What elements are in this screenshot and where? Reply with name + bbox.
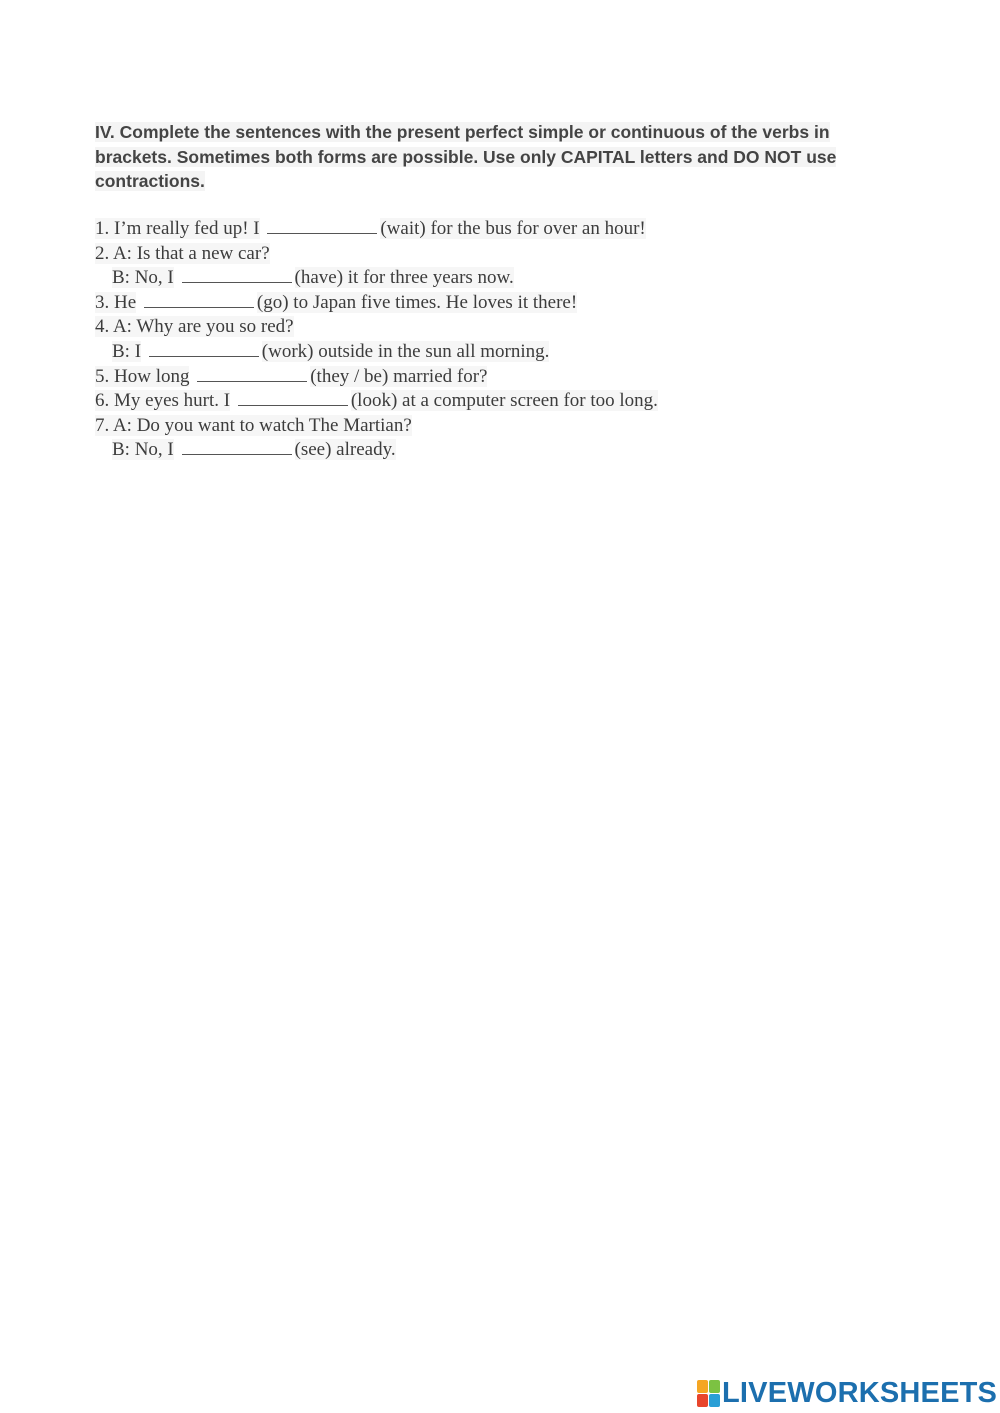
item-text-before: 3. He [95,291,137,313]
logo-mark-tile [709,1380,720,1393]
exercise-item-4a [95,315,895,340]
item-text-before: B: I [112,340,142,362]
answer-blank-3[interactable] [144,291,254,308]
answer-blank-2[interactable] [182,266,292,283]
answer-blank-4[interactable] [149,340,259,357]
item-text: 4. A: Why are you so red? [95,316,294,338]
item-text-after: (work) outside in the sun all morning. [261,340,550,362]
answer-blank-5[interactable] [197,365,307,382]
item-text-after: (look) at a computer screen for too long. [350,390,658,412]
item-text-after: (have) it for three years now. [294,267,514,289]
exercise-item-3 [95,291,895,316]
item-text-after: (go) to Japan five times. He loves it there! [256,291,578,313]
exercise-item-6 [95,389,895,414]
item-text-after: (wait) for the bus for over an hour! [380,218,646,239]
item-text-before: B: No, I [112,439,174,461]
item-text-before: 6. My eyes hurt. I [95,390,231,412]
answer-blank-7[interactable] [182,438,292,455]
exercise-item-7a [95,414,895,439]
instructions-line-1: IV. Complete the sentences with the present perfect simple or continuous of the verbs in [95,122,830,142]
item-text: 2. A: Is that a new car? [95,242,270,264]
exercise-instructions [95,120,875,194]
logo-mark-icon [697,1380,719,1406]
item-text: 7. A: Do you want to watch The Martian? [95,414,412,436]
item-text-after: (see) already. [294,439,396,461]
exercise-item-1 [95,217,895,242]
answer-blank-6[interactable] [238,389,348,406]
liveworksheets-logo [697,1377,997,1409]
answer-blank-1[interactable] [267,217,377,234]
exercise-item-7b [95,438,895,463]
instructions-line-3: contractions. [95,171,205,191]
item-text-before: 1. I’m really fed up! I [95,218,260,239]
exercise-list [95,217,895,463]
logo-mark-tile [697,1394,708,1407]
item-text-before: 5. How long [95,365,190,387]
instructions-line-2: brackets. Sometimes both forms are possible. Use only CAPITAL letters and DO NOT use [95,146,837,167]
exercise-item-4b [95,340,895,365]
logo-text: LIVEWORKSHEETS [722,1377,998,1409]
exercise-item-2a [95,242,895,267]
exercise-item-5 [95,365,895,390]
item-text-before: B: No, I [112,267,174,289]
logo-mark-tile [697,1380,708,1393]
exercise-item-2b [95,266,895,291]
item-text-after: (they / be) married for? [310,365,488,387]
logo-mark-tile [709,1394,720,1407]
